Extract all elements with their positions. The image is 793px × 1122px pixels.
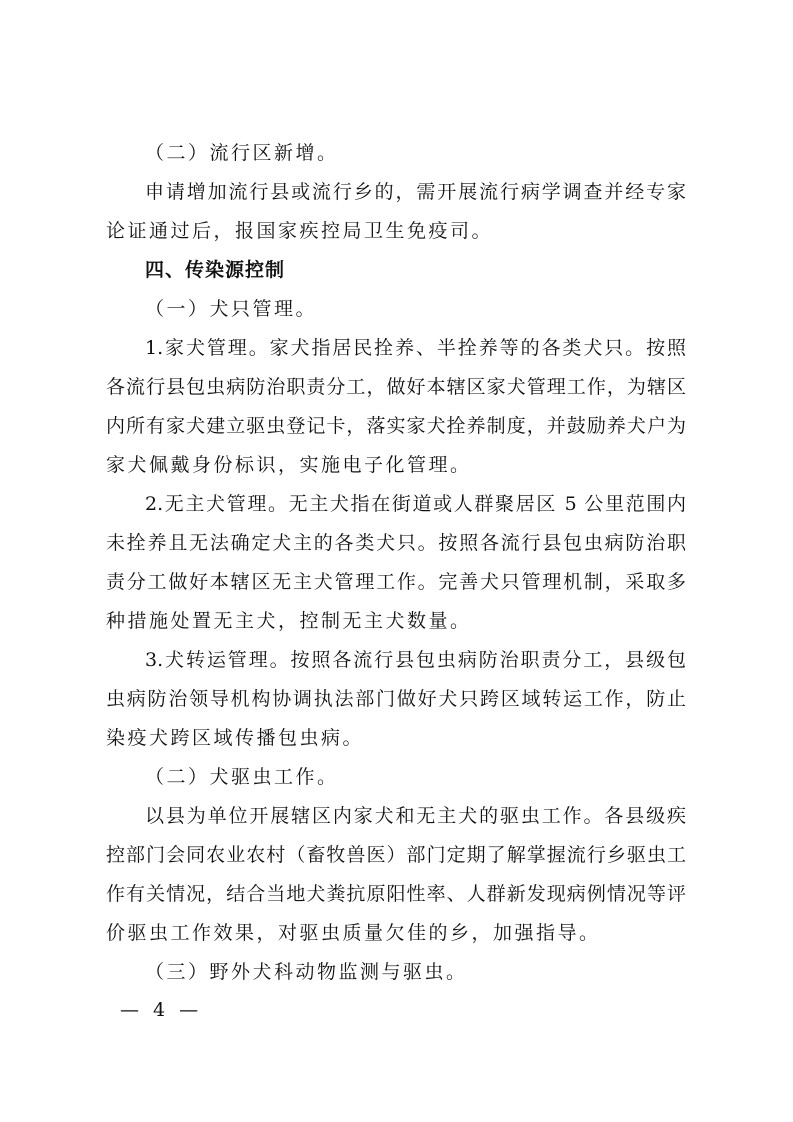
paragraph-line: 内所有家犬建立驱虫登记卡，落实家犬拴养制度，并鼓励养犬户为 [106,415,686,437]
paragraph-line: 1.家犬管理。家犬指居民拴养、半拴养等的各类犬只。按照 [145,337,686,359]
paragraph-line: 未拴养且无法确定犬主的各类犬只。按照各流行县包虫病防治职 [106,532,686,554]
paragraph-line: 价驱虫工作效果，对驱虫质量欠佳的乡，加强指导。 [106,922,601,944]
subheading-dog-management: （一）犬只管理。 [145,298,318,320]
paragraph-line: 染疫犬跨区域传播包虫病。 [106,727,365,749]
section-heading-source-control: 四、传染源控制 [145,259,286,281]
paragraph-line: 家犬佩戴身份标识，实施电子化管理。 [106,454,472,476]
paragraph-line: 论证通过后，报国家疾控局卫生免疫司。 [106,220,494,242]
paragraph-line: 控部门会同农业农村（畜牧兽医）部门定期了解掌握流行乡驱虫工 [106,844,686,866]
paragraph-line: 以县为单位开展辖区内家犬和无主犬的驱虫工作。各县级疾 [145,805,686,827]
subheading-wild-canid-monitoring: （三）野外犬科动物监测与驱虫。 [145,961,468,983]
paragraph-line: 2.无主犬管理。无主犬指在街道或人群聚居区 5 公里范围内 [145,493,686,515]
subheading-epidemic-area-addition: （二）流行区新增。 [145,142,339,164]
paragraph-line: 申请增加流行县或流行乡的，需开展流行病学调查并经专家 [145,181,686,203]
paragraph-line: 虫病防治领导机构协调执法部门做好犬只跨区域转运工作，防止 [106,688,686,710]
paragraph-line: 责分工做好本辖区无主犬管理工作。完善犬只管理机制，采取多 [106,571,686,593]
paragraph-line: 3.犬转运管理。按照各流行县包虫病防治职责分工，县级包 [145,649,686,671]
page-number: — 4 — [120,999,203,1021]
paragraph-line: 各流行县包虫病防治职责分工，做好本辖区家犬管理工作，为辖区 [106,376,686,398]
paragraph-line: 作有关情况，结合当地犬粪抗原阳性率、人群新发现病例情况等评 [106,883,686,905]
subheading-dog-deworming: （二）犬驱虫工作。 [145,766,339,788]
paragraph-line: 种措施处置无主犬，控制无主犬数量。 [106,610,472,632]
